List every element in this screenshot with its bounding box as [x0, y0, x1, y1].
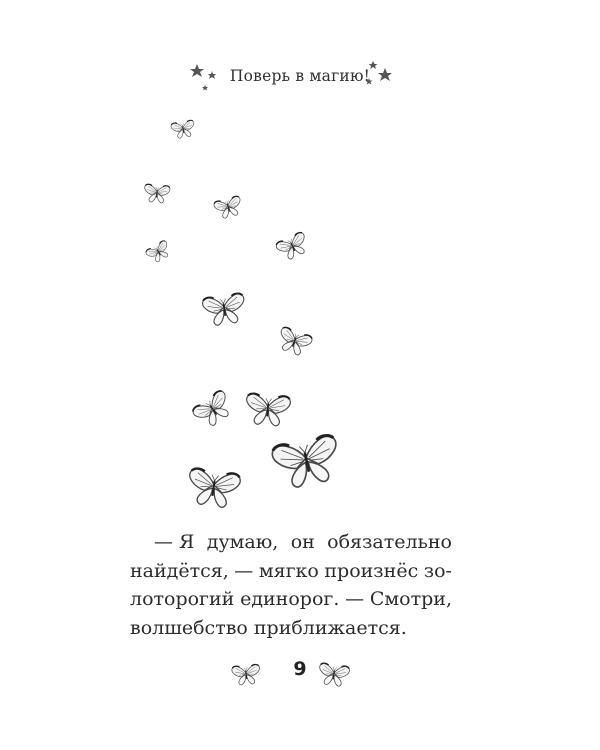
- text-line-2: [130, 557, 452, 586]
- word: обязательно: [327, 531, 452, 553]
- butterfly-icon: [275, 326, 313, 358]
- story-paragraph: [130, 528, 452, 642]
- butterfly-icon: [275, 231, 311, 262]
- butterfly-icon: [213, 195, 244, 220]
- butterfly-icon: [186, 468, 241, 510]
- word: произнёс: [324, 559, 419, 582]
- word: мягко: [258, 559, 319, 582]
- butterfly-icon: [143, 184, 170, 204]
- word: он: [290, 531, 315, 553]
- butterfly-icon: [202, 293, 247, 327]
- word: Смотри,: [369, 588, 452, 610]
- word: думаю,: [206, 531, 279, 553]
- page-number: 9: [293, 658, 307, 680]
- word: — Я: [154, 531, 195, 553]
- butterfly-icon: [171, 120, 196, 140]
- word: лоторогий: [130, 588, 235, 610]
- butterfly-icon: [145, 240, 173, 265]
- butterfly-icon: [271, 434, 343, 491]
- butterfly-icon: [191, 389, 236, 431]
- word: единорог.: [240, 588, 340, 610]
- running-title: Поверь в магию!: [229, 67, 371, 85]
- text-line-1: [130, 528, 452, 557]
- word: найдётся,: [130, 559, 229, 582]
- butterfly-icon: [245, 393, 291, 427]
- page-footer: [0, 658, 600, 680]
- word: —: [345, 588, 365, 610]
- text-line-3: [130, 585, 452, 614]
- text-line-4: волшебство приближается.: [130, 616, 407, 639]
- word: зо-: [423, 559, 452, 582]
- word: —: [234, 559, 254, 582]
